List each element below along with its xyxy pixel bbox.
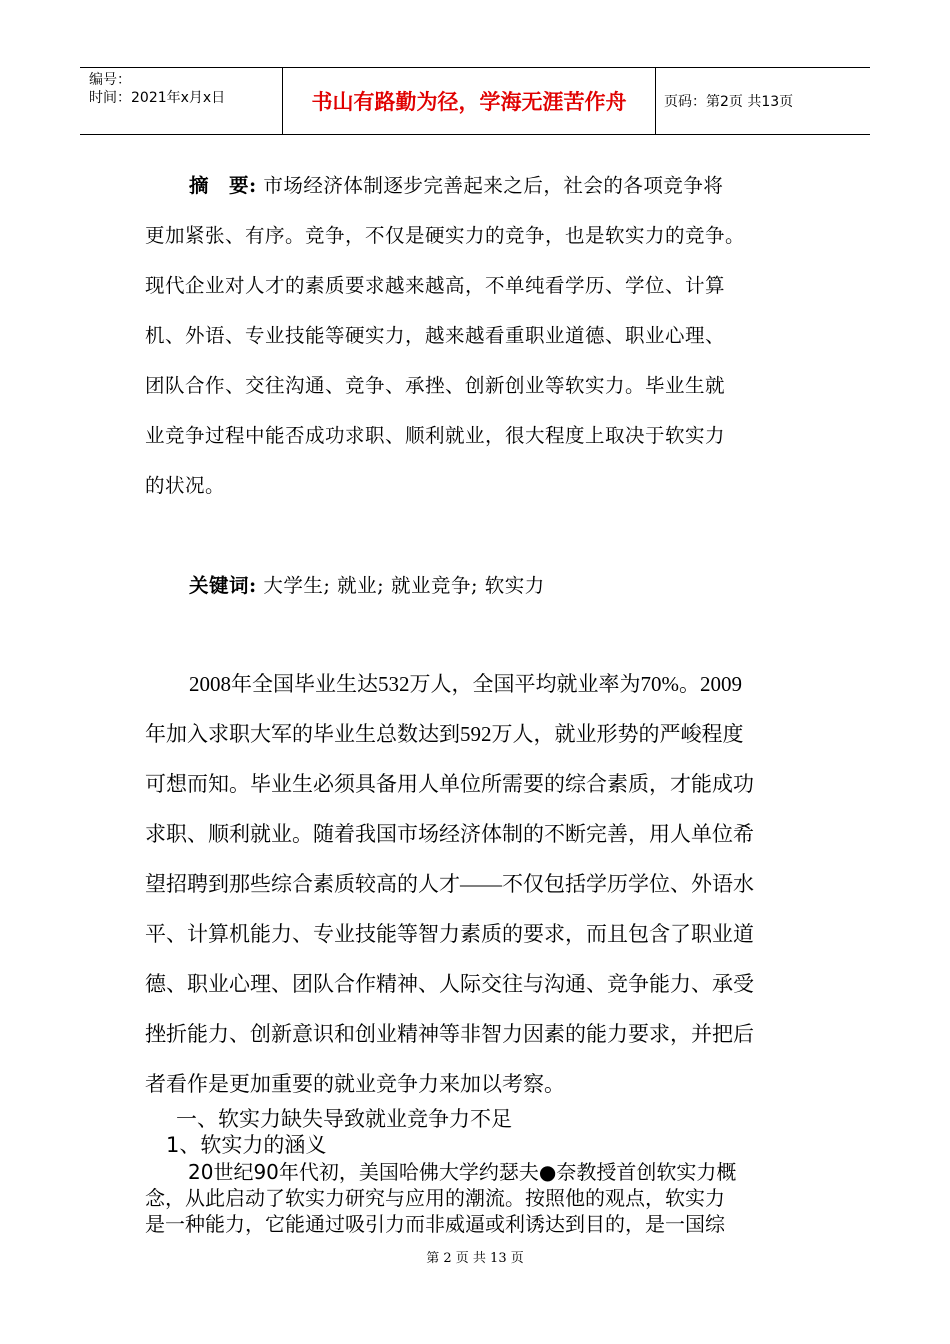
subsection-heading: 1、软实力的涵义 [166,1133,327,1157]
paragraph-line: 可想而知。毕业生必须具备用人单位所需要的综合素质，才能成功 [145,772,754,796]
paragraph-line: 德、职业心理、团队合作精神、人际交往与沟通、竞争能力、承受 [145,972,754,996]
header-meta-cell [80,68,283,134]
paragraph-line: 年加入求职大军的毕业生总数达到592万人，就业形势的严峻程度 [145,722,744,746]
abstract-line: 团队合作、交往沟通、竞争、承挫、创新创业等软实力。毕业生就 [145,374,726,397]
paragraph-line: 者看作是更加重要的就业竞争力来加以考察。 [145,1072,565,1096]
document-number-label: 编号： [89,72,131,88]
abstract-line: 现代企业对人才的素质要求越来越高，不单纯看学历、学位、计算 [145,274,726,297]
paragraph-line: 望招聘到那些综合素质较高的人才——不仅包括学历学位、外语水 [145,872,754,896]
abstract-label: 摘 要: [189,174,257,197]
section-heading: 一、软实力缺失导致就业竞争力不足 [176,1107,512,1131]
abstract-line: 机、外语、专业技能等硬实力，越来越看重职业道德、职业心理、 [145,324,726,347]
header-page-info: 页码：第2页 共13页 [664,94,794,110]
section-body-line: 20世纪90年代初，美国哈佛大学约瑟夫●奈教授首创软实力概 [188,1160,737,1184]
keywords-label: 关键词: [189,574,257,597]
paragraph-line: 2008年全国毕业生达532万人，全国平均就业率为70%。2009 [189,672,742,696]
abstract-line: 的状况。 [145,474,226,497]
page-header [80,67,870,135]
section-body-line: 念，从此启动了软实力研究与应用的潮流。按照他的观点，软实力 [145,1186,725,1210]
keywords-text: 大学生; 就业; 就业竞争; 软实力 [256,574,545,597]
section-body-line: 是一种能力，它能通过吸引力而非威逼或利诱达到目的，是一国综 [145,1212,725,1236]
header-motto: 书山有路勤为径，学海无涯苦作舟 [283,68,656,134]
paragraph-line: 平、计算机能力、专业技能等智力素质的要求，而且包含了职业道 [145,922,754,946]
abstract-line: 更加紧张、有序。竞争，不仅是硬实力的竞争，也是软实力的竞争。 [145,224,746,247]
abstract-line: 摘 要: 市场经济体制逐步完善起来之后，社会的各项竞争将 [189,174,724,197]
paragraph-line: 挫折能力、创新意识和创业精神等非智力因素的能力要求，并把后 [145,1022,754,1046]
document-time-label: 时间：2021年x月x日 [89,90,226,106]
keywords-line [189,570,545,598]
abstract-line: 业竞争过程中能否成功求职、顺利就业，很大程度上取决于软实力 [145,424,726,447]
paragraph-line: 求职、顺利就业。随着我国市场经济体制的不断完善，用人单位希 [145,822,754,846]
page-footer: 第 2 页 共 13 页 [426,1251,524,1266]
